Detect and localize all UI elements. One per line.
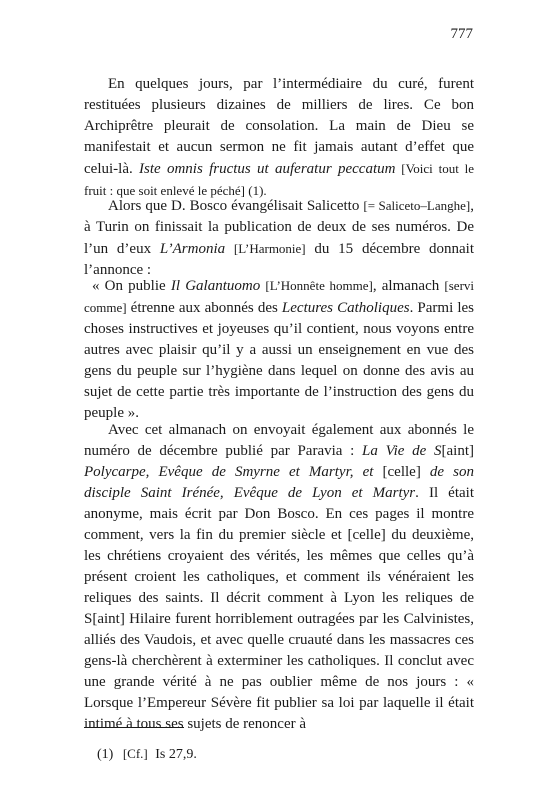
- footnote: [97, 745, 197, 764]
- editorial-gloss: [L’Harmonie]: [233, 241, 306, 256]
- text-run: En quelques jours, par l’intermédiaire du curé, furent restituées plusieurs dizaines de milliers de lires. Ce bon Archiprêtre pleurait de consolation. La main de Dieu se manifestait et aucun sermon ne fit jamais autant d’effet que celui-là.: [84, 76, 474, 177]
- text-run: . Il était anonyme, mais écrit par Don Bosco. En ces pages il montre comment, vers la fin du premier siècle et [celle] du deuxième, les chrétiens croyaient des vérités, les mêmes que celles qu’à présent croient les catholiques, et comment ils vénéraient les reliques des saints. Il décrit comment à Lyon les reliques de S[aint] Hilaire furent horriblement outragées par les Calvinistes, alliés des Vaudois, et avec quelle cruauté dans les massacres ces gens-là cherchèrent à exterminer les catholiques. Il conclut avec une grande vérité à ne pas oublier même de nos jours : « Lorsque l’Empereur Sévère fit publier sa loi par laquelle il était intimé à tous ses sujets de renoncer à: [84, 485, 474, 732]
- footnote-marker: (1): [97, 747, 114, 762]
- italic-title: L’Armonia: [159, 241, 226, 257]
- paragraph-polycarp-booklet: [84, 420, 474, 735]
- text-run: . Parmi les choses instructives et joyeuses qu’il contient, nous voyons entre autres avec plaisir qu’il y a aussi un enseignement en vue des gens du peuple sur l’hygiène dans lequel on donne des avis au sujet de cette partie très importante de l’instruction des gens du peuple ».: [84, 300, 474, 421]
- paragraph-galantuomo-quote: [84, 275, 474, 424]
- editorial-gloss: [servi comme]: [84, 278, 475, 315]
- paragraph-almsgiving-restitution: [84, 74, 474, 202]
- page-number: 777: [450, 26, 473, 42]
- footnote-reference: Is 27,9.: [155, 747, 197, 762]
- paragraph-armonia-announcement: [84, 195, 474, 281]
- editorial-gloss: [L’Honnête homme]: [265, 278, 373, 293]
- text-run: [aint]: [441, 443, 475, 459]
- text-run: du 15 décembre donnait l’annonce :: [84, 241, 474, 278]
- editorial-gloss: [Voici tout le fruit : que soit enlevé le péché] (1).: [84, 161, 474, 198]
- footnote-cf: [Cf.]: [122, 746, 148, 761]
- text-run: étrenne aux abonnés des: [126, 300, 282, 316]
- text-run: [celle]: [373, 464, 430, 480]
- italic-title: de son disciple Saint Irénée, Evêque de Lyon et Martyr: [84, 464, 475, 501]
- text-run: « On publie: [92, 278, 171, 294]
- italic-title: Il Galantuomo: [170, 278, 261, 294]
- text-run: , à Turin on finissait la publication de deux de ses numéros. De l’un d’eux: [84, 198, 474, 257]
- italic-title: Lectures Catholiques: [281, 300, 410, 316]
- editorial-gloss: [= Saliceto–Langhe]: [363, 198, 471, 213]
- text-run: Alors que D. Bosco évangélisait Salicetto: [108, 198, 364, 214]
- italic-title: La Vie de S: [362, 443, 442, 459]
- footnote-divider: [84, 727, 184, 728]
- text-run: [225, 241, 234, 257]
- text-run: Avec cet almanach on envoyait également aux abonnés le numéro de décembre publié par Paravia :: [84, 422, 474, 459]
- italic-title: Iste omnis fructus ut auferatur peccatum: [139, 161, 396, 177]
- italic-title: Polycarpe, Evêque de Smyrne et Martyr, et: [84, 464, 374, 480]
- text-run: , almanach: [372, 278, 445, 294]
